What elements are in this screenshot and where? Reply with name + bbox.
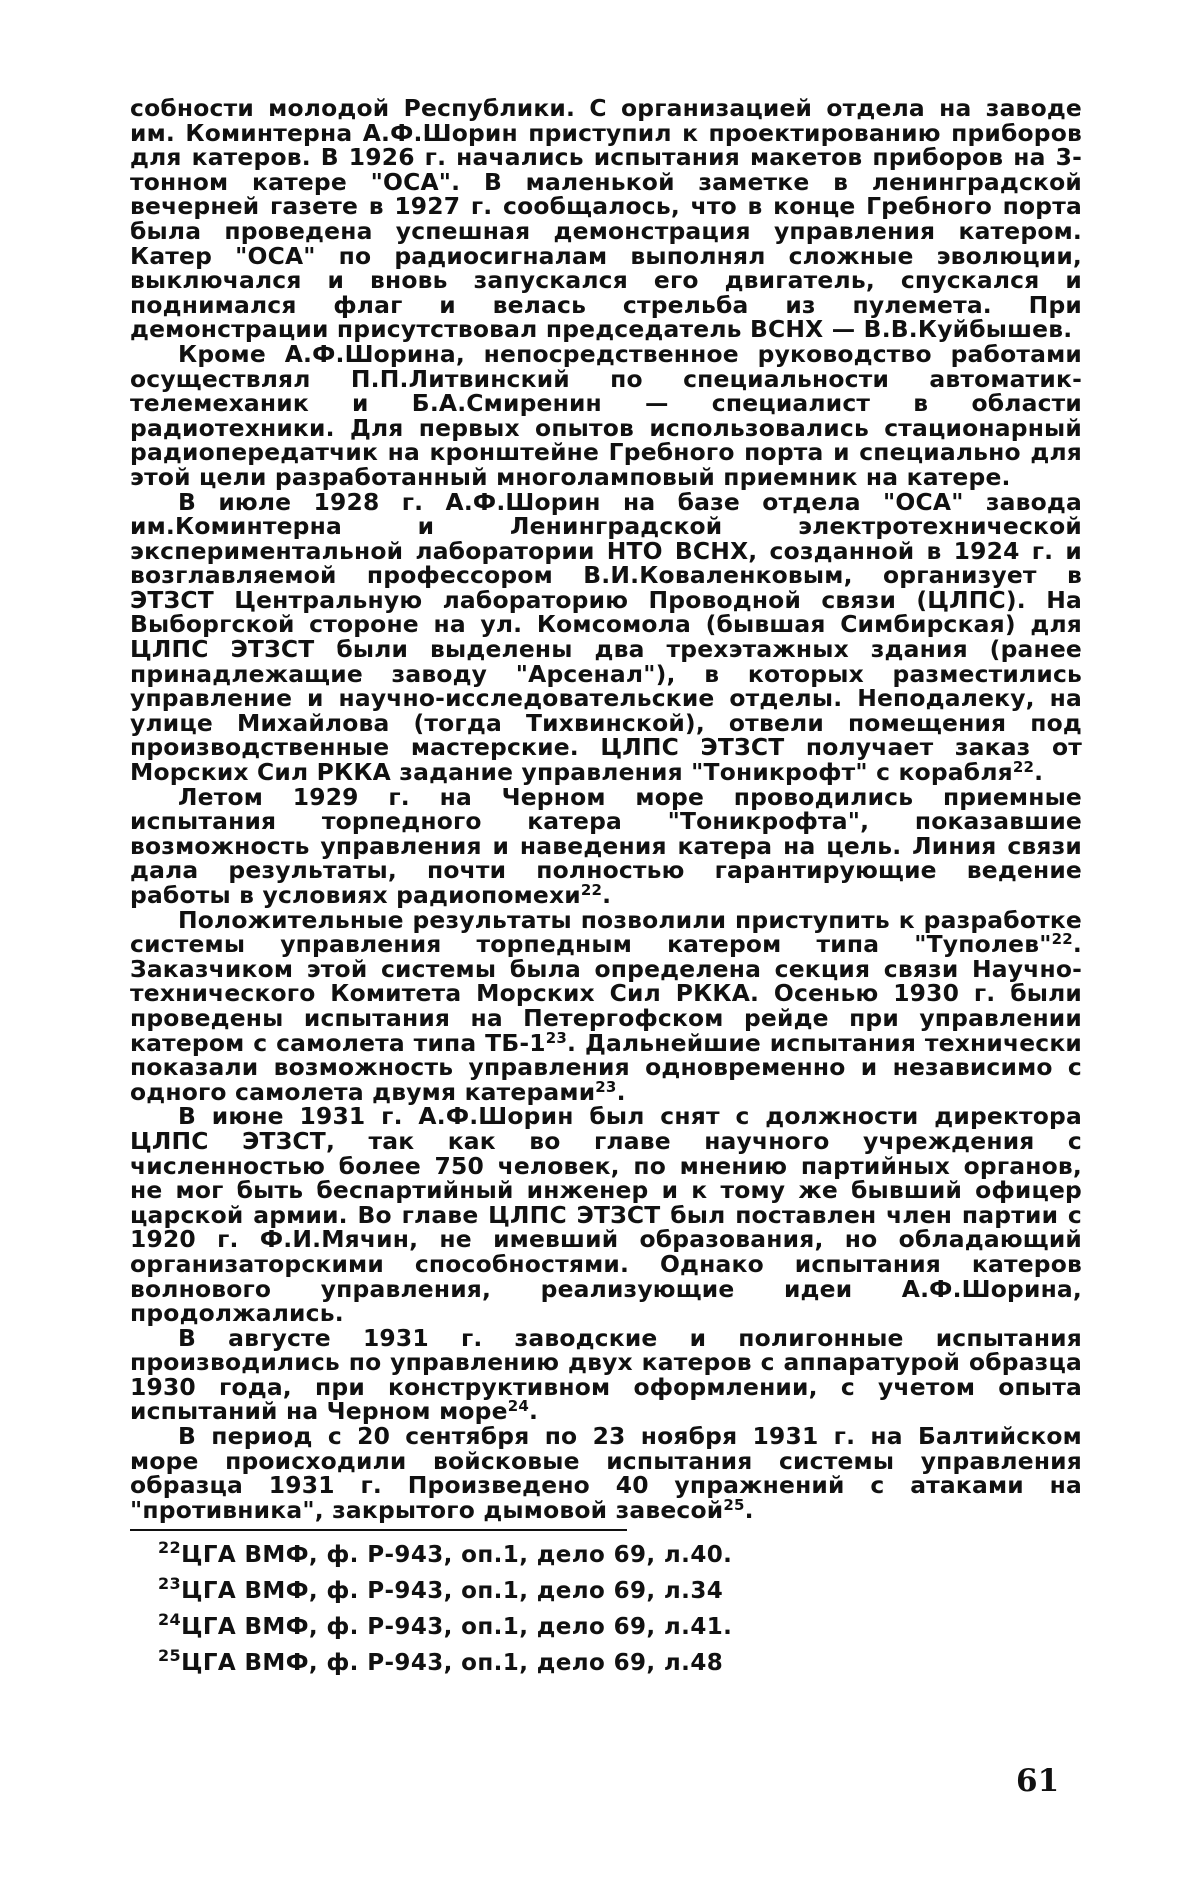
paragraph-2 bbox=[130, 339, 1082, 491]
footnote-ref-22: 22 bbox=[1051, 930, 1073, 949]
paragraph-4: Летом 1929 г. на Черном море проводились приемные испытания торпедного катера "Тоникрофта", показавшие возможность управления и наведения катера на цель. Линия связи дала результаты, почти полностью гарантирующие ведение работы в условиях радиопомехи$^{22}$. bbox=[130, 782, 1082, 909]
paragraph-6-text: В июне 1931 г. А.Ф.Шорин был снят с должности директора ЦЛПС ЭТЗСТ, так как во главе научного учреждения с численностью более 750 человек, по мнению партийных органов, не мог быть беспартийный инженер и к тому же бывший офицер царской армии. Во главе ЦЛПС ЭТЗСТ был поставлен член партии с 1920 г. Ф.И.Мячин, не имевший образования, но обладающий организаторскими способностями. Однако испытания катеров волнового управления, реализующие идеи А.Ф.Шорина, продолжались. bbox=[130, 1102, 1082, 1328]
paragraph-3: В июле 1928 г. А.Ф.Шорин на базе отдела "ОСА" завода им.Коминтерна и Ленинградской электротехнической экспериментальной лаборатории НТО ВСНХ, созданной в 1924 г. и возглавляемой профессором В.И.Коваленковым, организует в ЭТЗСТ Центральную лабораторию Проводной связи (ЦЛПС). На Выборгской стороне на ул. Комсомола (бывшая Симбирская) для ЦЛПС ЭТЗСТ были выделены два трехэтажных здания (ранее принадлежащие заводу "Арсенал"), в которых разместились управление и научно-исследовательские отделы. Неподалеку, на улице Михайлова (тогда Тихвинской), отвели помещения под производственные мастерские. ЦЛПС ЭТЗСТ получает заказ от Морских Сил РККА задание управления "Тоникрофт" с корабля$^{22}$. bbox=[130, 487, 1082, 787]
footnote-25 bbox=[158, 1645, 1082, 1681]
footnote-24 bbox=[158, 1609, 1082, 1645]
footnote-marker: 22 bbox=[158, 1538, 182, 1558]
paragraph-2-text: Кроме А.Ф.Шорина, непосредственное руководство работами осуществлял П.П.Литвинский по специальности автоматик-телемеханик и Б.А.Смиренин — специалист в области радиотехники. Для первых опытов использовались стационарный радиопередатчик на кронштейне Гребного порта и специально для этой цели разработанный многоламповый приемник на катере. bbox=[130, 339, 1082, 491]
paragraph-3-text: В июле 1928 г. А.Ф.Шорин на базе отдела "ОСА" завода им.Коминтерна и Ленинградской электротехнической экспериментальной лаборатории НТО ВСНХ, созданной в 1924 г. и возглавляемой профессором В.И.Коваленковым, организует в ЭТЗСТ Центральную лабораторию Проводной связи (ЦЛПС). На Выборгской стороне на ул. Комсомола (бывшая Симбирская) для ЦЛПС ЭТЗСТ были выделены два трехэтажных здания (ранее принадлежащие заводу "Арсенал"), в которых разместились управление и научно-исследовательские отделы. Неподалеку, на улице Михайлова (тогда Тихвинской), отвели помещения под производственные мастерские. ЦЛПС ЭТЗСТ получает заказ от Морских Сил РККА задание управления "Тоникрофт" с корабля bbox=[130, 487, 1082, 787]
paragraph-5-part2: Дальнейшие испытания технически показали возможность управления одновременно и независимо с одного самолета двумя катерами bbox=[130, 1028, 1083, 1106]
footnote-ref-23: 23 bbox=[545, 1028, 568, 1047]
paragraph-1-text: собности молодой Республики. С организацией отдела на заводе им. Коминтерна А.Ф.Шорин приступил к проектированию приборов для катеров. В 1926 г. начались испытания макетов приборов на 3-тонном катере "ОСА". В маленькой заметке в ленинградской вечерней газете в 1927 г. сообщалось, что в конце Гребного порта была проведена успешная демонстрация управления катером. Катер "ОСА" по радиосигналам выполнял сложные эволюции, выключался и вновь запускался его двигатель, спускался и поднимался флаг и велась стрельба из пулемета. При демонстрации присутствовал председатель ВСНХ — В.В.Куйбышев. bbox=[130, 94, 1082, 344]
footnote-marker: 24 bbox=[158, 1610, 182, 1630]
footnote-ref-25: 25 bbox=[723, 1495, 745, 1514]
footnote-marker: 25 bbox=[158, 1646, 182, 1666]
footnote-22 bbox=[158, 1537, 1082, 1573]
paragraph-5: Положительные результаты позволили приступить к разработке системы управления торпедным катером типа "Туполев"$^{22}$. Заказчиком этой системы была определена секция связи Научно-технического Комитета Морских Сил РККА. Осенью 1930 г. были проведены испытания на Петергофском рейде при управлении катером с самолета типа ТБ-1$^{23}$. Дальнейшие испытания технически показали возможность управления одновременно и независимо с одного самолета двумя катерами$^{23}$. bbox=[130, 905, 1083, 1106]
paragraph-4-text: Летом 1929 г. на Черном море проводились приемные испытания торпедного катера "Тоникрофта", показавшие возможность управления и наведения катера на цель. Линия связи дала результаты, почти полностью гарантирующие ведение работы в условиях радиопомехи bbox=[130, 782, 1082, 909]
footnotes bbox=[130, 1537, 1082, 1681]
footnote-text: ЦГА ВМФ, ф. Р-943, оп.1, дело 69, л.41. bbox=[181, 1614, 733, 1641]
footnote-ref-23: 23 bbox=[595, 1077, 617, 1096]
footnote-text: ЦГА ВМФ, ф. Р-943, оп.1, дело 69, л.48 bbox=[181, 1650, 724, 1677]
footnote-ref-24: 24 bbox=[507, 1397, 529, 1416]
paragraph-7: В августе 1931 г. заводские и полигонные испытания производились по управлению двух катеров с аппаратурой образца 1930 года, при конструктивном оформлении, с учетом опыта испытаний на Черном море$^{24}$. bbox=[130, 1323, 1082, 1426]
paragraph-1 bbox=[130, 96, 1082, 342]
paragraph-8: В период с 20 сентября по 23 ноября 1931 г. на Балтийском море происходили войсковые испытания системы управления образца 1931 г. Произведено 40 упражнений с атаками на "противника", закрытого дымовой завесой$^{25}$. bbox=[130, 1422, 1082, 1524]
paragraph-5-text: Положительные результаты позволили приступить к разработке системы управления торпедным катером типа "Туполев" bbox=[130, 905, 1082, 959]
paragraph-5-part1: Заказчиком этой системы была определена секция связи Научно-технического Комитета Морских Сил РККА. Осенью 1930 г. были проведены испытания на Петергофском рейде при управлении катером с самолета типа ТБ-1 bbox=[130, 954, 1082, 1057]
footnote-text: ЦГА ВМФ, ф. Р-943, оп.1, дело 69, л.40. bbox=[181, 1542, 733, 1569]
footnote-text: ЦГА ВМФ, ф. Р-943, оп.1, дело 69, л.34 bbox=[181, 1578, 724, 1605]
footnote-ref-22: 22 bbox=[580, 881, 603, 899]
footnote-23 bbox=[158, 1573, 1082, 1609]
page-body bbox=[130, 96, 1082, 1681]
paragraph-6 bbox=[130, 1102, 1082, 1328]
page-number: 61 bbox=[1016, 1763, 1060, 1799]
footnote-divider bbox=[130, 1529, 627, 1531]
footnote-marker: 23 bbox=[158, 1574, 182, 1594]
paragraph-8-text: В период с 20 сентября по 23 ноября 1931 г. на Балтийском море происходили войсковые испытания системы управления образца 1931 г. Произведено 40 упражнений с атаками на "противника", закрытого дымовой завесой bbox=[130, 1422, 1082, 1524]
paragraph-7-text: В августе 1931 г. заводские и полигонные испытания производились по управлению двух катеров с аппаратурой образца 1930 года, при конструктивном оформлении, с учетом опыта испытаний на Черном море bbox=[130, 1323, 1082, 1426]
footnote-ref-22: 22 bbox=[1012, 758, 1035, 777]
